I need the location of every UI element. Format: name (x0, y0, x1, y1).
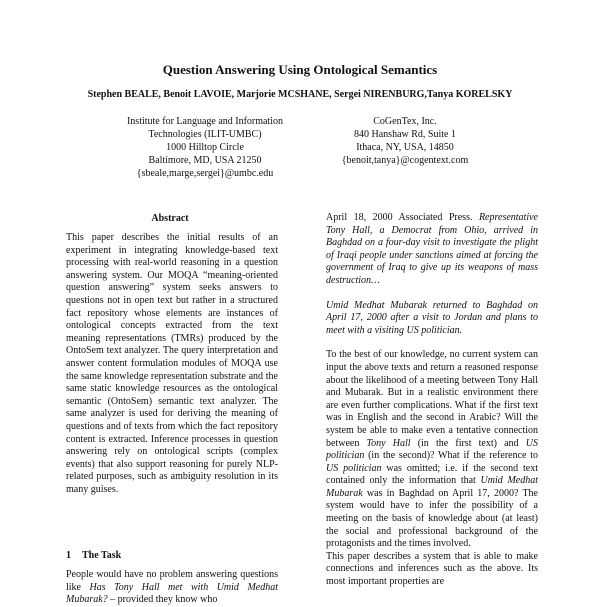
text-run: To the best of our knowledge, no current system can input the above texts and return a reasoned response about the likelihood of a meeting between Tony Hall and Mubarak. But in a realistic environment there are even further complications. What if the first text was in English and the second in Arabic? Will the system be able to make even a tentative connection between (326, 349, 538, 449)
section-title: The Task (82, 550, 122, 561)
author-list: Stephen BEALE, Benoit LAVOIE, Marjorie MCSHANE, Sergei NIRENBURG,Tanya KORELSKY (87, 89, 513, 100)
affiliation-line: Technologies (ILIT-UMBC) (148, 129, 262, 140)
right-column (326, 212, 538, 589)
abstract-body (66, 232, 278, 496)
text-run: April 18, 2000 Associated Press. (326, 212, 479, 223)
example-text-2 (326, 300, 538, 338)
body-paragraph-2: This paper describes a system that is able to make connections and inferences such as the above. Its most important properties are (326, 550, 538, 588)
text-run: (in the second)? What if the reference to (364, 450, 538, 462)
text-run-italic: US politician (326, 462, 382, 474)
text-run-italic: Representative Tony Hall, a Democrat from Ohio, arrived in Baghdad on a four-day visit to investigate the plight of Iraqi people under sanctions aimed at forcing the government of Iraq to give up its weapons of mass destruction… (326, 212, 538, 286)
paper-title: Question Answering Using Ontological Semantics (162, 62, 438, 77)
affiliation-line: Ithaca, NY, USA, 14850 (356, 142, 454, 153)
section-heading-task (66, 550, 121, 561)
text-run: – provided they know who (107, 594, 218, 606)
affiliation-line: 1000 Hilltop Circle (166, 142, 244, 153)
text-run-italic: US politician (326, 437, 538, 462)
affiliation-line: 840 Hanshaw Rd, Suite 1 (354, 129, 456, 140)
text-run: was in Baghdad on April 17, 2000? The system would have to infer the possibility of a meeting on the basis of knowledge about (at least) the social and professional background of the protagonists and the times involved. (326, 487, 538, 550)
text-run-italic: Has Tony Hall met with Umid Medhat Mubarak? (66, 581, 278, 606)
text-run: (in the first text) and (410, 437, 526, 449)
example-text-1 (326, 212, 538, 288)
affiliation-line: Baltimore, MD, USA 21250 (148, 155, 262, 166)
affiliation-line: Institute for Language and Information (126, 116, 284, 127)
text-run-italic: Tony Hall (366, 437, 411, 449)
section-task-text (66, 569, 278, 607)
affiliation-email: {sbeale,marge,sergei}@umbc.edu (136, 168, 274, 179)
affiliation-ilit (80, 115, 330, 180)
text-run: was omitted; i.e. if the second text contained only the information that (326, 462, 538, 487)
text-run-italic: Umid Medhat Mubarak (326, 475, 538, 499)
body-paragraph-1 (326, 349, 538, 551)
text-run-italic: Umid Medhat Mubarak returned to Baghdad on April 17, 2000 after a visit to Jordan and plans to meet with a visiting US politician. (326, 299, 538, 336)
affiliation-line: CoGenTex, Inc. (373, 116, 437, 127)
section-task-body (66, 569, 278, 607)
section-number: 1 (66, 550, 71, 561)
text-run: People would have no problem answering questions like (66, 569, 278, 593)
abstract-text: This paper describes the initial results of an experiment in integrating knowledge-based text processing with real-world reasoning in a question answering system. Our MOQA “meaning-oriented question answering” system seeks answers to questions not in open text but rather in a structured fact repository whose elements are instances of ontological concepts extracted from the text meaning representations (TMRs) produced by the OntoSem text analyzer. The query interpretation and answer content formulation modules of MOQA use the same knowledge representation substrate and the same static knowledge resources as the ontological semantic (OntoSem) semantic text analyzer. The same analyzer is used for deriving the meaning of questions and of texts from which the fact repository content is extracted. Inference processes in question answering rely on ontological scripts (complex events) that also support reasoning for purely NLP-related purposes, such as ambiguity resolution in its many guises. (66, 232, 278, 495)
affiliation-cogentex (300, 115, 510, 167)
affiliation-email: {benoit,tanya}@cogentext.com (341, 155, 469, 166)
abstract-heading: Abstract (151, 213, 189, 224)
